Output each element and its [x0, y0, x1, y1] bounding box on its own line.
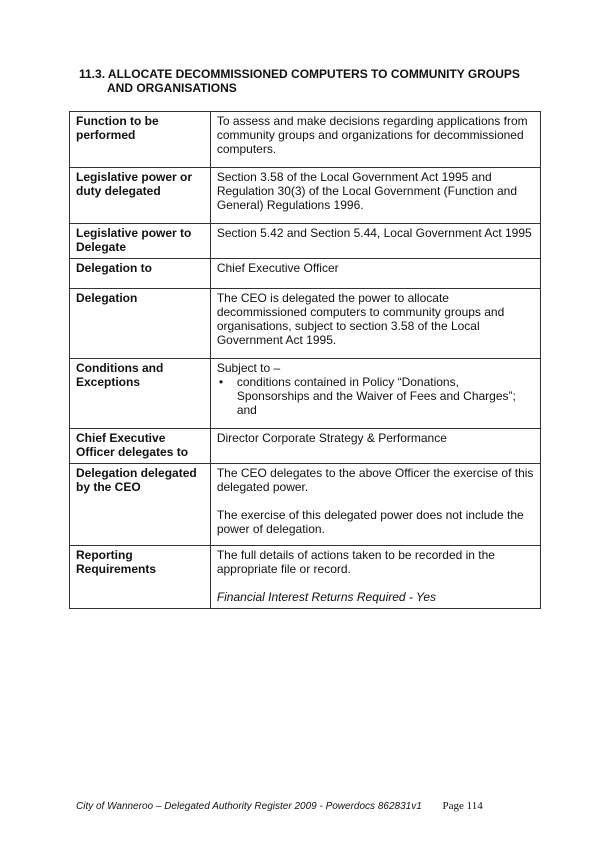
row-value: The CEO is delegated the power to allocate decommissioned computers to community groups and organisations, subject to section 3.58 of the Local Government Act 1995.: [210, 289, 540, 359]
heading-line-2: AND ORGANISATIONS: [107, 81, 237, 95]
row-label: Function to be performed: [70, 112, 211, 168]
table-row: [70, 546, 541, 609]
reporting-para-2: Financial Interest Returns Required - Yes: [216, 590, 437, 604]
page-number: Page 114: [442, 800, 483, 812]
page-footer: [76, 800, 483, 812]
table-row: [70, 464, 541, 546]
row-label: Legislative power to Delegate: [70, 224, 211, 259]
conditions-bullet-text: conditions contained in Policy “Donations, Sponsorships and the Waiver of Fees and Charges”; and: [236, 375, 516, 417]
row-value: Section 5.42 and Section 5.44, Local Government Act 1995: [210, 224, 540, 259]
reporting-para-1: The full details of actions taken to be recorded in the appropriate file or record.: [216, 548, 495, 576]
row-value: [210, 546, 540, 609]
row-label: Legislative power or duty delegated: [70, 168, 211, 224]
row-label: Delegation: [70, 289, 211, 359]
ceo-delegation-para-1: The CEO delegates to the above Officer the exercise of this delegated power.: [216, 466, 534, 494]
heading-line-1: 11.3. ALLOCATE DECOMMISSIONED COMPUTERS TO COMMUNITY GROUPS: [79, 67, 520, 81]
table-row: [70, 289, 541, 359]
table-row: [70, 224, 541, 259]
bullet-icon: •: [218, 375, 224, 389]
row-label: Reporting Requirements: [70, 546, 211, 609]
row-label: Delegation delegated by the CEO: [70, 464, 211, 546]
row-value: To assess and make decisions regarding applications from community groups and organizations for decommissioned computers.: [210, 112, 540, 168]
table-row: [70, 359, 541, 429]
table-row: [70, 112, 541, 168]
row-label: Delegation to: [70, 259, 211, 289]
row-label: Chief Executive Officer delegates to: [70, 429, 211, 464]
footer-text: City of Wanneroo – Delegated Authority Register 2009 - Powerdocs 862831v1: [76, 801, 422, 812]
ceo-delegation-para-2: The exercise of this delegated power does not include the power of delegation.: [216, 508, 524, 536]
row-value: Director Corporate Strategy & Performance: [210, 429, 540, 464]
row-value: Chief Executive Officer: [210, 259, 540, 289]
row-value: Section 3.58 of the Local Government Act 1995 and Regulation 30(3) of the Local Government (Function and General) Regulations 1996.: [210, 168, 540, 224]
row-value: [210, 359, 540, 429]
table-row: [70, 168, 541, 224]
delegation-table: [69, 111, 541, 609]
conditions-intro: Subject to –: [216, 361, 281, 375]
table-row: [70, 259, 541, 289]
row-value: [210, 464, 540, 546]
table-row: [70, 429, 541, 464]
section-heading: [79, 67, 549, 95]
conditions-bullet-item: [217, 375, 534, 417]
row-label: Conditions and Exceptions: [70, 359, 211, 429]
